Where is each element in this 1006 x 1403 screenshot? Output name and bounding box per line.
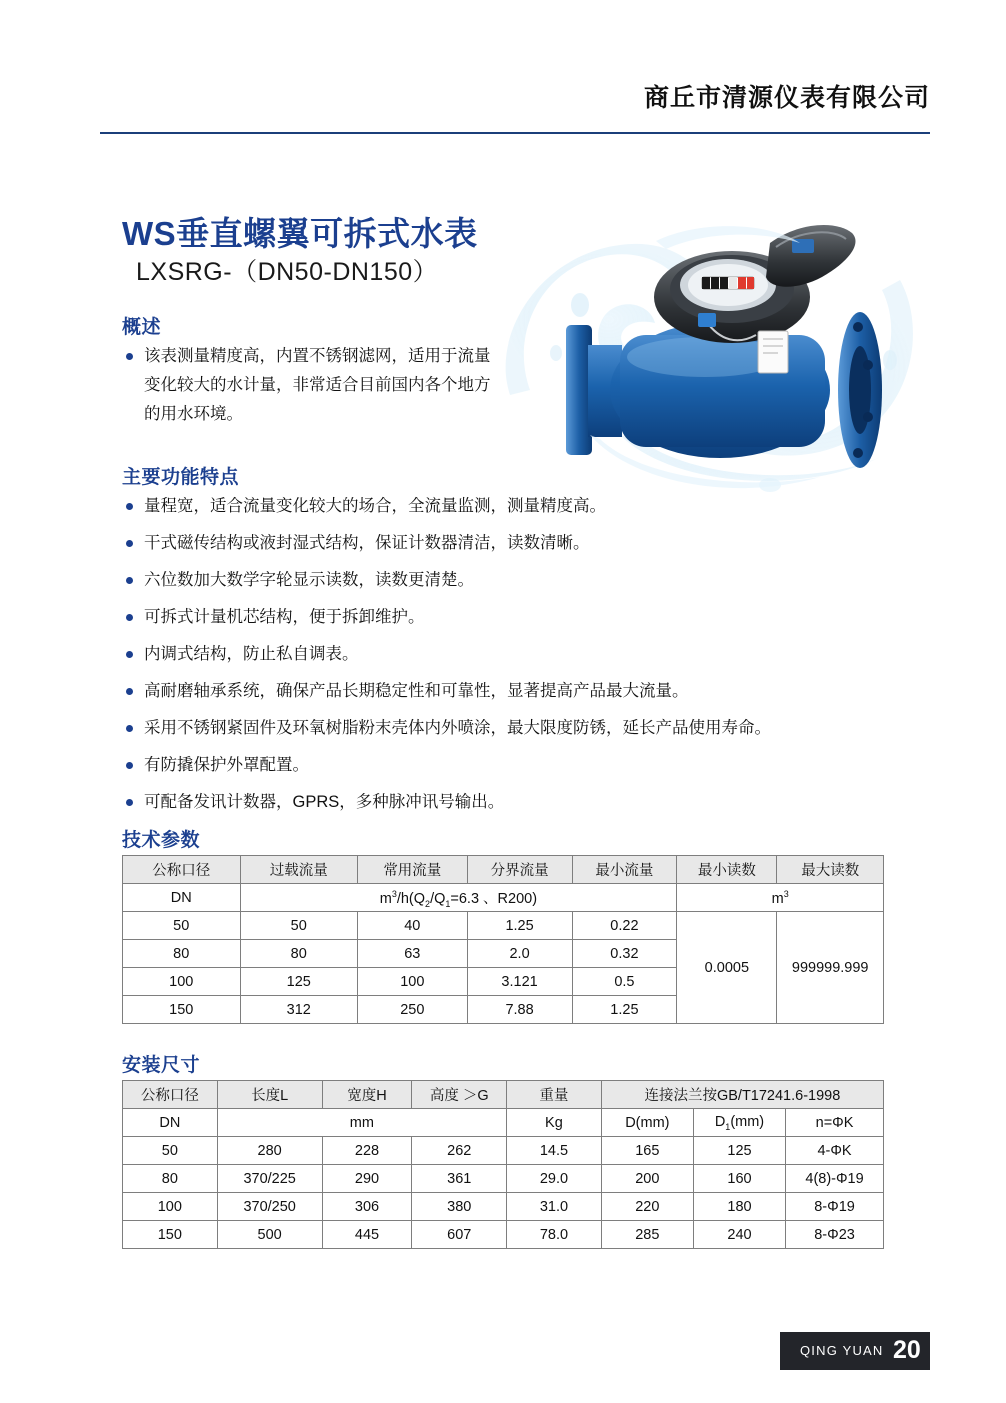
col-header-d1: $D_1(mm)$: [693, 1109, 785, 1137]
cell-minimum: 0.32: [572, 940, 677, 968]
cell-minimum: 0.5: [572, 968, 677, 996]
page-header: [100, 78, 930, 134]
col-header-dn: 公称口径: [123, 1081, 218, 1109]
cell-d1: 180: [693, 1193, 785, 1221]
cell-overload: 80: [240, 940, 358, 968]
cell-nominal: 100: [358, 968, 468, 996]
list-item: 量程宽，适合流量变化较大的场合，全流量监测，测量精度高。: [124, 492, 884, 521]
col-header-length: 长度L: [217, 1081, 322, 1109]
unit-reading: $m^3$: [677, 884, 884, 912]
cell-nominal: 63: [358, 940, 468, 968]
section-heading-tech: 技术参数: [122, 830, 201, 851]
tech-parameters-table: [122, 855, 884, 1024]
cell-overload: 312: [240, 996, 358, 1024]
cell-dn: 100: [123, 1193, 218, 1221]
cell-d: 285: [601, 1221, 693, 1249]
table-row: [123, 1193, 884, 1221]
product-photo: [470, 185, 940, 535]
unit-dn: DN: [123, 884, 241, 912]
col-header-d: D(mm): [601, 1109, 693, 1137]
cell-minimum: 1.25: [572, 996, 677, 1024]
install-dimensions-table: [122, 1080, 884, 1249]
cell-transitional: 3.121: [467, 968, 572, 996]
list-item: 六位数加大数学字轮显示读数，读数更清楚。: [124, 566, 884, 595]
col-header-height: 高度 ＞G: [412, 1081, 507, 1109]
cell-max-reading: 999999.999: [777, 912, 884, 1024]
table-row: [123, 1221, 884, 1249]
table-row: [123, 912, 884, 940]
table-unit-row: [123, 884, 884, 912]
section-heading-overview: 概述: [122, 317, 162, 338]
cell-length: 280: [217, 1137, 322, 1165]
cell-width: 306: [322, 1193, 412, 1221]
col-header-transitional: 分界流量: [467, 856, 572, 884]
list-item: 干式磁传结构或液封湿式结构，保证计数器清洁，读数清晰。: [124, 529, 884, 558]
features-list: [124, 492, 884, 825]
cell-n: 8-Φ23: [786, 1221, 884, 1249]
cell-nominal: 40: [358, 912, 468, 940]
cell-n: 4(8)-Φ19: [786, 1165, 884, 1193]
col-header-max-reading: 最大读数: [777, 856, 884, 884]
col-header-min-reading: 最小读数: [677, 856, 777, 884]
col-header-flange: 连接法兰按GB/T17241.6-1998: [601, 1081, 883, 1109]
table-header-row: [123, 1081, 884, 1109]
company-name: 商丘市清源仪表有限公司: [643, 84, 930, 112]
cell-d: 220: [601, 1193, 693, 1221]
cell-length: 500: [217, 1221, 322, 1249]
list-item: 高耐磨轴承系统，确保产品长期稳定性和可靠性，显著提高产品最大流量。: [124, 677, 884, 706]
cell-overload: 125: [240, 968, 358, 996]
cell-length: 370/225: [217, 1165, 322, 1193]
cell-height: 380: [412, 1193, 507, 1221]
cell-height: 361: [412, 1165, 507, 1193]
cell-height: 262: [412, 1137, 507, 1165]
cell-d: 165: [601, 1137, 693, 1165]
cell-n: 8-Φ19: [786, 1193, 884, 1221]
table-unit-row: [123, 1109, 884, 1137]
cell-length: 370/250: [217, 1193, 322, 1221]
cell-dn: 50: [123, 1137, 218, 1165]
cell-overload: 50: [240, 912, 358, 940]
cell-dn: 150: [123, 996, 241, 1024]
page-title: WS垂直螺翼可拆式水表: [122, 215, 478, 252]
unit-mm: mm: [217, 1109, 506, 1137]
col-header-minimum: 最小流量: [572, 856, 677, 884]
col-header-dn: 公称口径: [123, 856, 241, 884]
unit-flow: $m^3/h(Q_2/Q_1=6.3$ 、R200): [240, 884, 677, 912]
list-item: 采用不锈钢紧固件及环氧树脂粉末壳体内外喷涂，最大限度防锈，延长产品使用寿命。: [124, 714, 884, 743]
cell-height: 607: [412, 1221, 507, 1249]
col-header-width: 宽度H: [322, 1081, 412, 1109]
page-number: 20: [893, 1336, 921, 1364]
section-heading-install: 安装尺寸: [122, 1055, 201, 1076]
footer-brand: QING YUAN: [800, 1343, 884, 1358]
cell-min-reading: 0.0005: [677, 912, 777, 1024]
cell-weight: 78.0: [507, 1221, 602, 1249]
list-item: 可配备发讯计数器，GPRS，多种脉冲讯号输出。: [124, 788, 884, 817]
list-item: 内调式结构，防止私自调表。: [124, 640, 884, 669]
col-header-n: n=ΦK: [786, 1109, 884, 1137]
list-item: 可拆式计量机芯结构，便于拆卸维护。: [124, 603, 884, 632]
cell-dn: 150: [123, 1221, 218, 1249]
cell-dn: 50: [123, 912, 241, 940]
cell-transitional: 7.88: [467, 996, 572, 1024]
cell-d: 200: [601, 1165, 693, 1193]
cell-width: 445: [322, 1221, 412, 1249]
cell-width: 290: [322, 1165, 412, 1193]
cell-d1: 240: [693, 1221, 785, 1249]
col-header-weight: 重量: [507, 1081, 602, 1109]
table-row: [123, 1137, 884, 1165]
cell-width: 228: [322, 1137, 412, 1165]
table-row: [123, 1165, 884, 1193]
section-heading-features: 主要功能特点: [122, 467, 240, 488]
cell-d1: 160: [693, 1165, 785, 1193]
list-item: 该表测量精度高，内置不锈钢滤网，适用于流量变化较大的水计量，非常适合目前国内各个地方的用水环境。: [124, 342, 494, 429]
cell-transitional: 2.0: [467, 940, 572, 968]
unit-kg: Kg: [507, 1109, 602, 1137]
cell-weight: 29.0: [507, 1165, 602, 1193]
list-item: 有防撬保护外罩配置。: [124, 751, 884, 780]
cell-transitional: 1.25: [467, 912, 572, 940]
cell-nominal: 250: [358, 996, 468, 1024]
col-header-nominal: 常用流量: [358, 856, 468, 884]
table-header-row: [123, 856, 884, 884]
cell-d1: 125: [693, 1137, 785, 1165]
cell-weight: 31.0: [507, 1193, 602, 1221]
cell-dn: 80: [123, 1165, 218, 1193]
unit-dn: DN: [123, 1109, 218, 1137]
cell-dn: 80: [123, 940, 241, 968]
cell-dn: 100: [123, 968, 241, 996]
overview-list: [124, 342, 494, 437]
cell-minimum: 0.22: [572, 912, 677, 940]
col-header-overload: 过载流量: [240, 856, 358, 884]
cell-weight: 14.5: [507, 1137, 602, 1165]
page-subtitle: LXSRG-（DN50-DN150）: [136, 258, 439, 286]
cell-n: 4-ΦK: [786, 1137, 884, 1165]
